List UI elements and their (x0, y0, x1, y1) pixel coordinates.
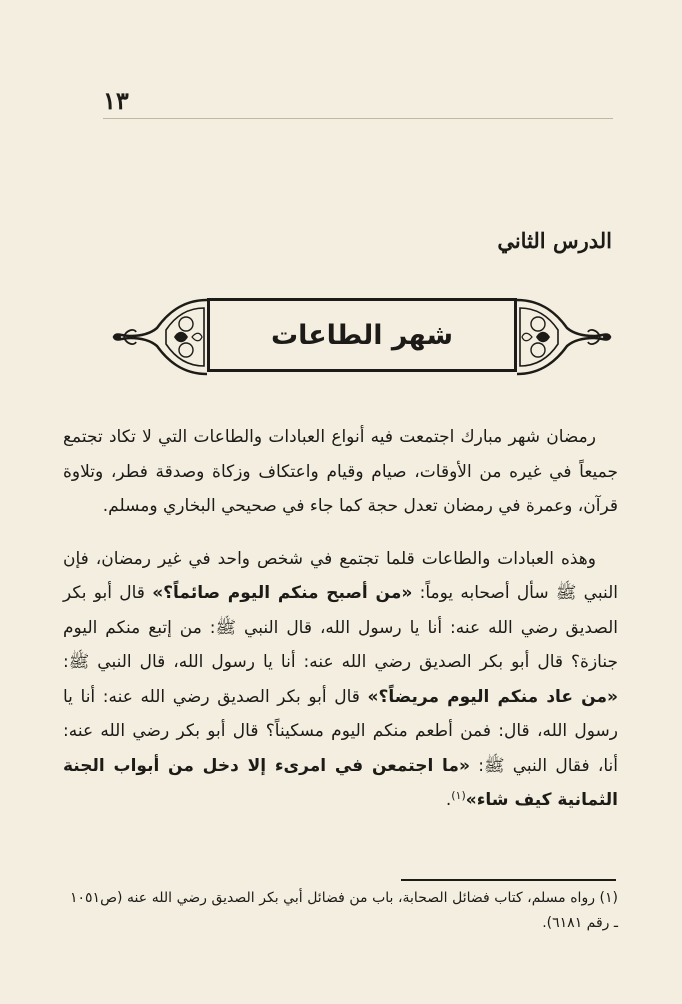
p2-text-2: قال أبو بكر الصديق رضي الله عنه: أنا يا رسول الله، قال النبي ﷺ: من إتبع منكم اليوم جنازة؟ قال أبو بكر الصديق رضي الله عنه: أنا يا رسول الله، قال النبي ﷺ: (63, 583, 618, 672)
paragraph-1: رمضان شهر مبارك اجتمعت فيه أنواع العبادات والطاعات التي لا تكاد تجتمع جميعاً في غيره من الأوقات، صيام وقيام واعتكاف وزكاة وصدقة فطر، وتلاوة قرآن، وعمرة في رمضان تعدل حجة كما جاء في صحيحي البخاري ومسلم. (63, 427, 618, 516)
footnote-rule (401, 879, 616, 881)
p2-text-1: وهذه العبادات والطاعات قلما تجتمع في شخص واحد في غير رمضان، فإن النبي ﷺ سأل أصحابه يوماً: (63, 548, 618, 603)
page-number: ١٣ (103, 86, 129, 115)
footnote-marker[interactable]: (١) (451, 789, 466, 802)
body-text (63, 420, 618, 818)
chapter-title: شهر الطاعات (270, 319, 454, 351)
right-ornament-icon (517, 294, 612, 380)
hadith-quote-3: «ما اجتمعن في امرىء إلا دخل من أبواب الجنة الثمانية كيف شاء» (63, 755, 618, 810)
p2-end: . (445, 790, 452, 810)
lesson-label: الدرس الثاني (497, 228, 612, 253)
title-box (207, 298, 517, 372)
header-rule (103, 118, 613, 119)
hadith-quote-2: «من عاد منكم اليوم مريضاً؟» (367, 686, 618, 707)
left-ornament-icon (112, 294, 207, 380)
hadith-quote-1: «من أصبح منكم اليوم صائماً؟» (152, 583, 413, 603)
footnote: (١) رواه مسلم، كتاب فضائل الصحابة، باب من فضائل أبي بكر الصديق رضي الله عنه (ص١٠٥١ ـ رقم ٦١٨١). (70, 890, 618, 931)
paragraph-2 (63, 542, 618, 818)
p2-text-3: قال أبو بكر الصديق رضي الله عنه: أنا يا رسول الله، قال: فمن أطعم منكم اليوم مسكيناً؟ قال أبو بكر رضي الله عنه: أنا، فقال النبي ﷺ: (63, 686, 619, 776)
title-frame (112, 294, 612, 380)
